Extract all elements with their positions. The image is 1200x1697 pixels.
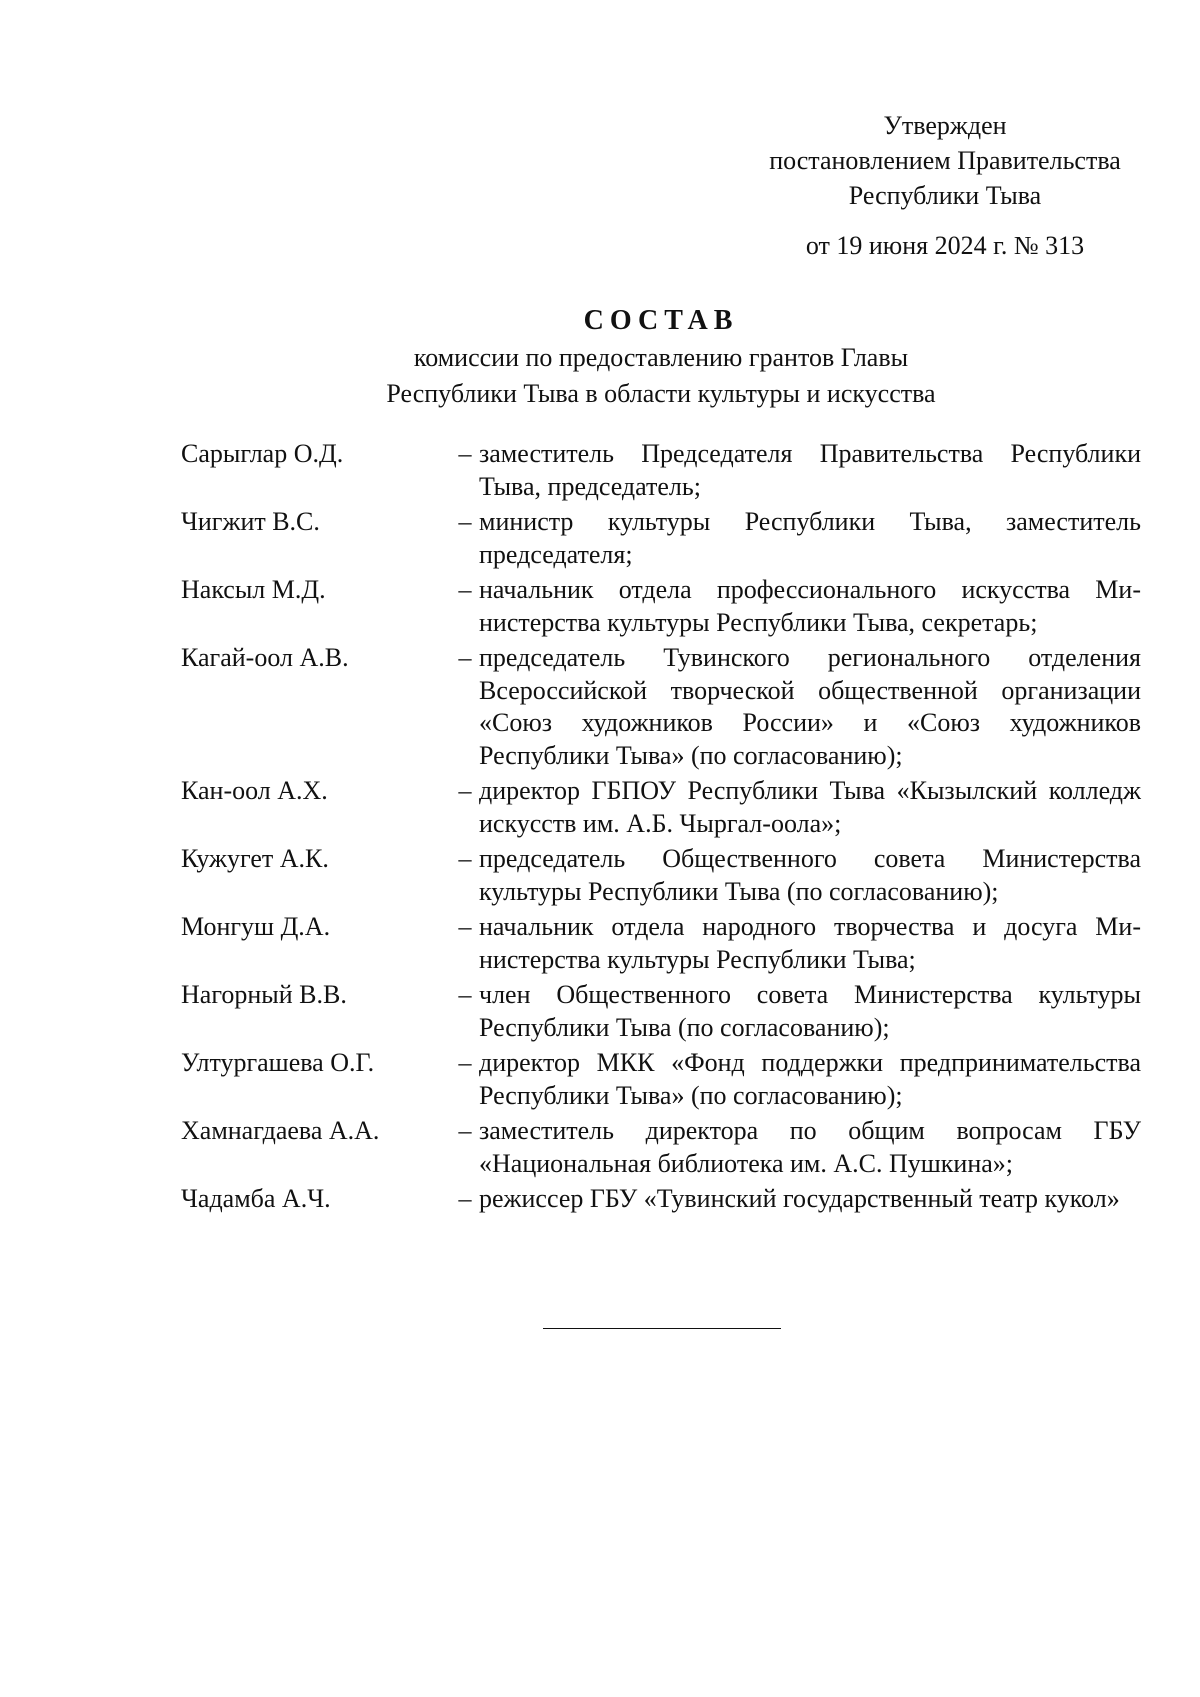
member-role: заместитель Председателя Правительства Республики Тыва, председатель; [479,439,1141,501]
member-dash: – [458,844,472,873]
member-name: Монгуш Д.А. [181,912,331,941]
member-dash: – [458,643,472,672]
member-row [181,506,1141,571]
member-name: Наксыл М.Д. [181,575,326,604]
member-name: Нагорный В.В. [181,980,347,1009]
member-role: председатель Общественного совета Министерства культуры Республики Тыва (по согласованию); [479,844,1141,906]
member-name: Кужугет А.К. [181,844,329,873]
member-dash: – [458,980,472,1009]
member-role: директор ГБПОУ Республики Тыва «Кызылский колледж искусств им. А.Б. Чыргал-оола»; [479,776,1141,838]
member-row [181,911,1141,976]
member-role: начальник отдела профессионального искусства Министерства культуры Республики Тыва, секретарь; [479,575,1141,637]
document-subtitle [0,340,1200,412]
document-title: СОСТАВ [583,305,739,336]
member-name: Кан-оол А.Х. [181,776,328,805]
member-row [181,574,1141,639]
approval-date: от 19 июня 2024 г. № 313 [805,231,1085,260]
member-dash: – [458,776,472,805]
member-dash: – [458,912,472,941]
member-role: председатель Тувинского регионального отделения Всероссийской творческой общественной организации «Союз художников России» и «Союз художников Республики Тыва» (по согласованию); [479,643,1141,770]
member-role: начальник отдела народного творчества и досуга Министерства культуры Республики Тыва; [479,912,1141,974]
member-role: директор МКК «Фонд поддержки предпринимательства Республики Тыва» (по согласованию); [479,1048,1141,1110]
member-dash: – [458,1116,472,1145]
end-divider [543,1328,781,1329]
member-role: режиссер ГБУ «Тувинский государственный театр кукол» [479,1184,1120,1213]
approval-line: Республики Тыва [848,181,1042,210]
member-row [181,1183,1141,1216]
member-role: заместитель директора по общим вопросам ГБУ «Национальная библиотека им. А.С. Пушкина»; [479,1116,1141,1178]
member-dash: – [458,1184,472,1213]
member-role: министр культуры Республики Тыва, заместитель председателя; [479,507,1141,569]
member-dash: – [458,507,472,536]
members-list [181,438,1141,1219]
member-dash: – [458,575,472,604]
subtitle-line: Республики Тыва в области культуры и искусства [386,379,936,408]
member-row [181,775,1141,840]
member-name: Чадамба А.Ч. [181,1184,331,1213]
member-name: Хамнагдаева А.А. [181,1116,380,1145]
member-row [181,1115,1141,1180]
member-role: член Общественного совета Министерства культуры Республики Тыва (по согласованию); [479,980,1141,1042]
member-row [181,1047,1141,1112]
member-row [181,979,1141,1044]
member-name: Ултургашева О.Г. [181,1048,375,1077]
member-name: Сарыглар О.Д. [181,439,344,468]
member-row [181,642,1141,772]
member-name: Чигжит В.С. [181,507,320,536]
member-row [181,843,1141,908]
member-dash: – [458,1048,472,1077]
approval-line: Утвержден [883,111,1007,140]
member-row [181,438,1141,503]
approval-line: постановлением Правительства [769,146,1121,175]
member-name: Кагай-оол А.В. [181,643,349,672]
approval-block [745,108,1145,213]
member-dash: – [458,439,472,468]
subtitle-line: комиссии по предоставлению грантов Главы [413,343,909,372]
